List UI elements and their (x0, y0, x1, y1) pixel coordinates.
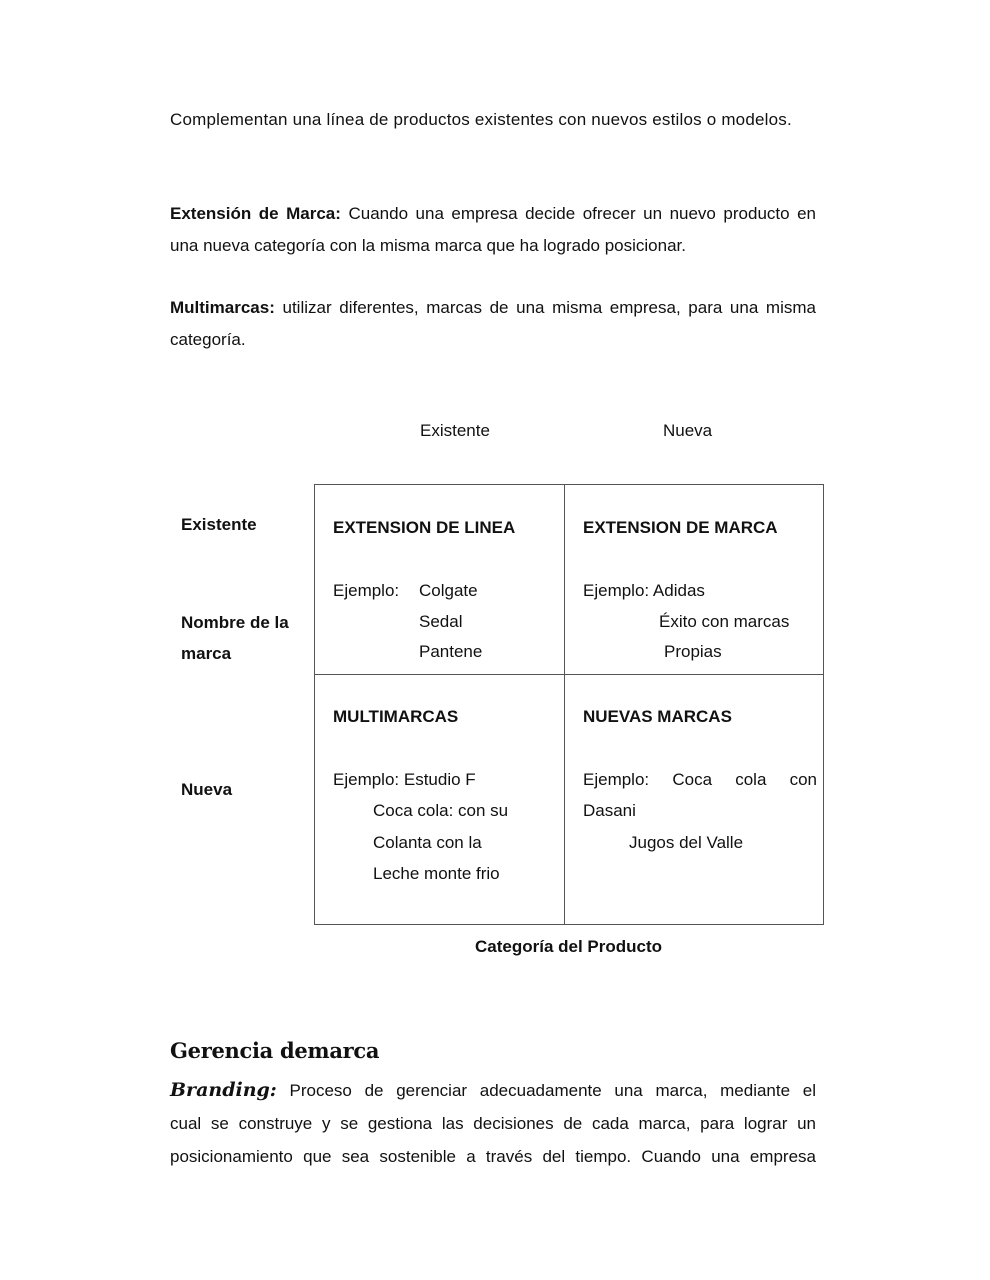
cell-new-brands-example-line1: Ejemplo: Coca cola con (583, 770, 817, 789)
branding-term: Branding: (170, 1079, 277, 1101)
cell-new-brands-title: NUEVAS MARCAS (583, 707, 732, 726)
brand-extension-paragraph (170, 198, 816, 261)
branding-line: cual se construye y se gestiona las decisiones de cada marca, para lograr un (170, 1114, 816, 1133)
cell-brand-extension-item: Propias (664, 642, 722, 661)
branding-line1-text: Proceso de gerenciar adecuadamente una marca, mediante el (289, 1081, 816, 1100)
cell-multibrands-item: Leche monte frio (373, 864, 500, 883)
multibrands-term: Multimarcas: (170, 298, 275, 317)
axis-brand-line1-text: Nombre de la (181, 613, 289, 632)
cell-brand-extension-title: EXTENSION DE MARCA (583, 518, 778, 537)
matrix-vertical-divider (564, 484, 565, 925)
branding-line (170, 1074, 816, 1107)
cell-line-extension-item: Colgate (419, 581, 478, 600)
cell-line-extension-item: Pantene (419, 642, 483, 661)
cell-line-extension-title: EXTENSION DE LINEA (333, 518, 516, 537)
matrix-horizontal-divider (314, 674, 824, 675)
axis-label-product-category: Categoría del Producto (475, 937, 663, 956)
cell-brand-extension-item: Éxito con marcas (659, 612, 790, 631)
cell-line-extension-example-label: Ejemplo: (333, 581, 400, 600)
cell-multibrands-example: Ejemplo: Estudio F (333, 770, 476, 789)
axis-brand-line2-text: marca (181, 644, 232, 663)
axis-label-brand-name (181, 607, 303, 669)
cell-new-brands-item: Jugos del Valle (629, 833, 744, 852)
column-header-new: Nueva (663, 421, 713, 440)
row-label-new: Nueva (181, 780, 233, 799)
line-extension-text: Complementan una línea de productos existentes con nuevos estilos o modelos. (170, 110, 792, 129)
column-header-existing: Existente (420, 421, 490, 440)
section-heading-brand-management: Gerencia demarca (170, 1038, 380, 1063)
multibrands-text: utilizar diferentes, marcas de una misma empresa, para una misma categoría. (170, 298, 816, 349)
cell-brand-extension-example: Ejemplo: Adidas (583, 581, 705, 600)
row-label-existing: Existente (181, 515, 257, 534)
cell-multibrands-item: Coca cola: con su (373, 801, 509, 820)
brand-extension-term: Extensión de Marca: (170, 204, 341, 223)
branding-paragraph (170, 1074, 816, 1173)
multibrands-paragraph (170, 292, 816, 355)
branding-line: posicionamiento que sea sostenible a través del tiempo. Cuando una empresa (170, 1147, 816, 1166)
line-extension-paragraph (170, 104, 816, 136)
cell-line-extension-item: Sedal (419, 612, 463, 631)
axis-label-brand-line1 (181, 607, 303, 638)
brand-extension-text: Cuando una empresa decide ofrecer un nuevo producto en una nueva categoría con la misma marca que ha logrado posicionar. (170, 204, 817, 255)
cell-multibrands-item: Colanta con la (373, 833, 482, 852)
cell-new-brands-example-line2: Dasani (583, 801, 636, 820)
cell-multibrands-title: MULTIMARCAS (333, 707, 459, 726)
matrix-grid (314, 484, 824, 925)
